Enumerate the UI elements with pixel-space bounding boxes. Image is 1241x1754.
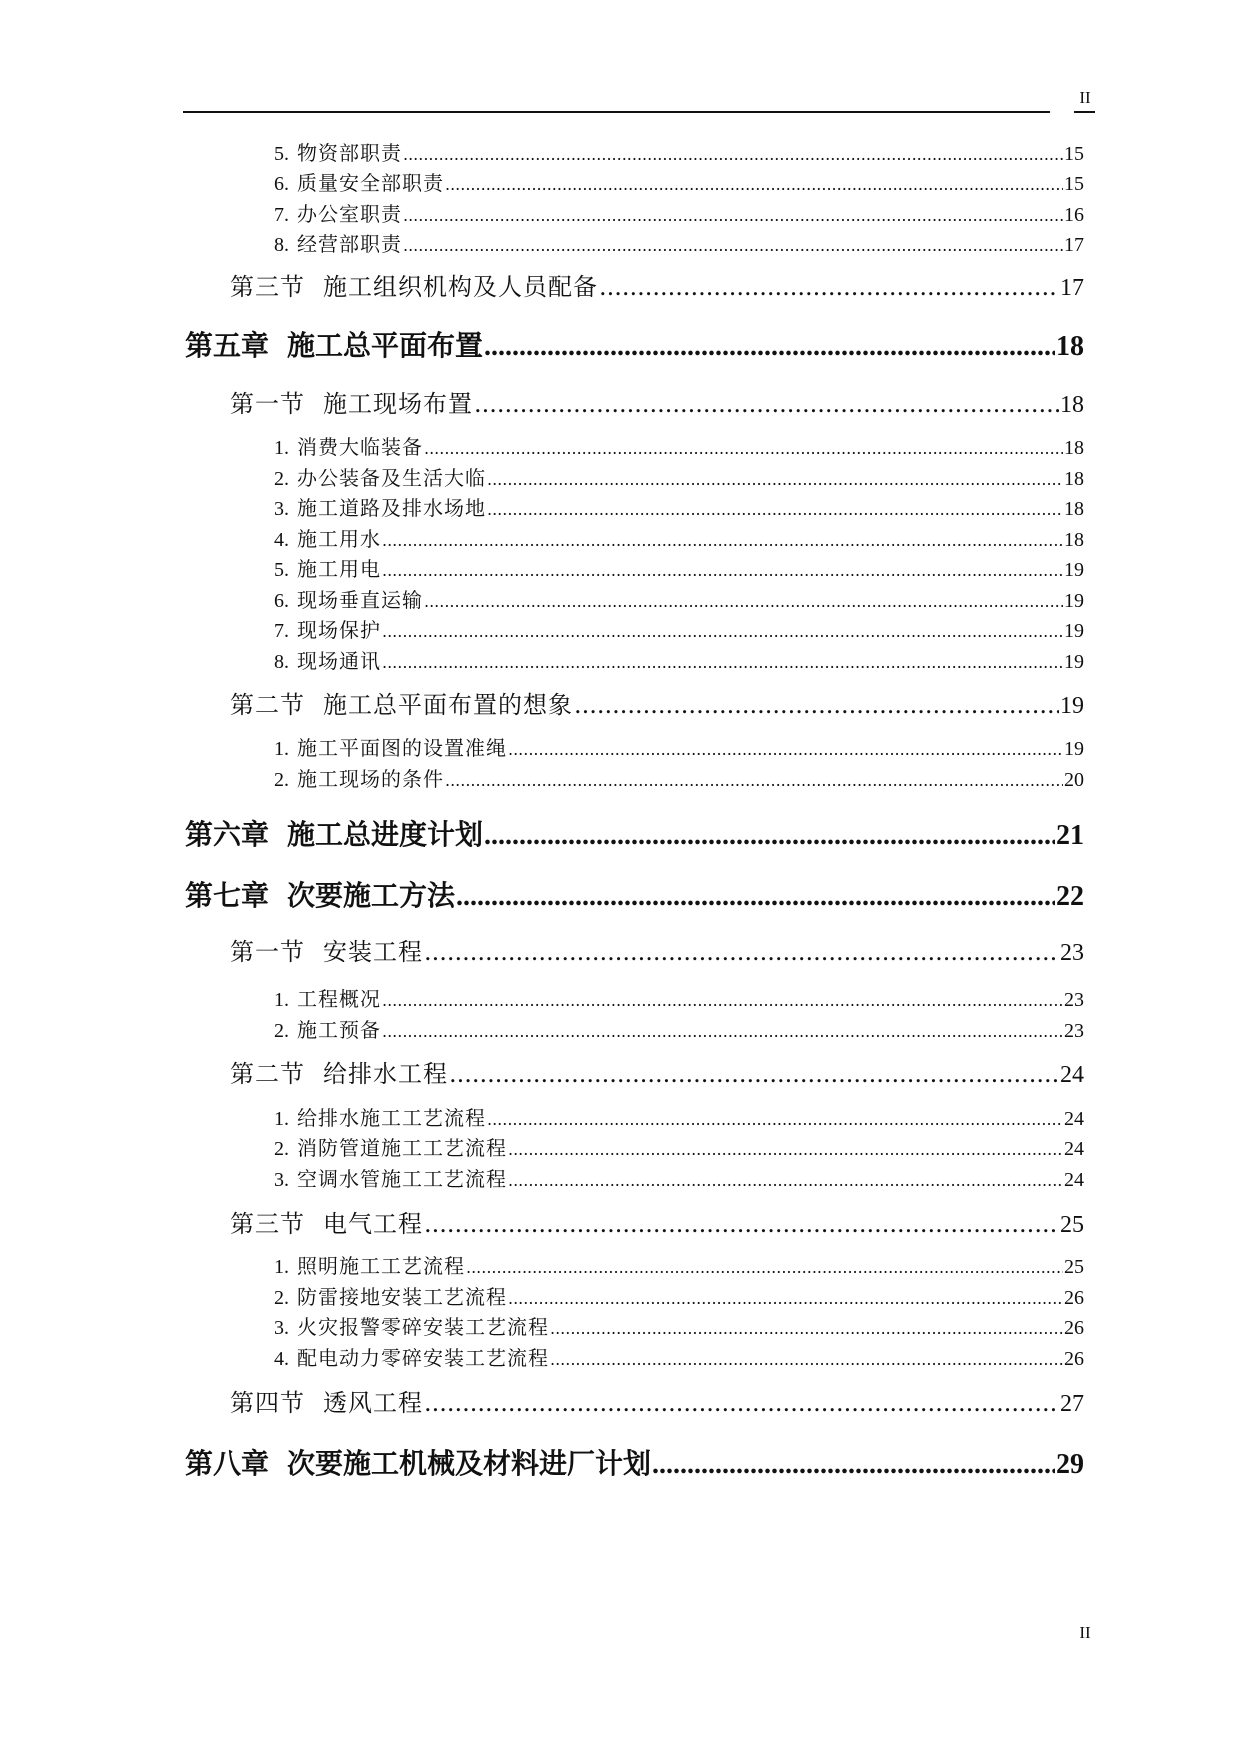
toc-num: 1. [274, 437, 289, 459]
toc-page: 19 [1060, 693, 1084, 719]
toc-entry-section [230, 685, 1084, 717]
toc-num: 第六章 [185, 818, 270, 851]
toc-entry-item [274, 1281, 1084, 1309]
toc-entry-item [274, 1102, 1084, 1130]
toc-dot-leader [382, 1022, 1063, 1041]
toc-page: 18 [1064, 529, 1084, 551]
toc-num: 2. [274, 1020, 289, 1042]
toc-entry-item [274, 732, 1084, 760]
toc-page: 29 [1056, 1449, 1084, 1480]
toc-entry-item [274, 462, 1084, 490]
toc-page: 24 [1060, 1062, 1084, 1088]
toc-entry-section [230, 1383, 1084, 1415]
toc-dot-leader [403, 206, 1063, 225]
toc-title: 施工用电 [297, 557, 381, 581]
toc-dot-leader [466, 1258, 1063, 1277]
toc-num: 7. [274, 204, 289, 226]
toc-num: 5. [274, 143, 289, 165]
toc-page: 15 [1064, 143, 1084, 165]
toc-entry-item [274, 1132, 1084, 1160]
toc-page: 26 [1064, 1348, 1084, 1370]
toc-entry-item [274, 763, 1084, 791]
toc-num: 1. [274, 989, 289, 1011]
toc-num: 4. [274, 1348, 289, 1370]
toc-page: 18 [1064, 468, 1084, 490]
toc-dot-leader [652, 1449, 1055, 1481]
toc-dot-leader [508, 740, 1063, 759]
toc-page: 18 [1064, 498, 1084, 520]
toc-title: 电气工程 [323, 1210, 423, 1238]
toc-num: 第二节 [230, 691, 305, 719]
toc-entry-chapter [185, 874, 1084, 910]
toc-dot-leader [484, 331, 1055, 363]
toc-page: 19 [1064, 620, 1084, 642]
toc-dot-leader [474, 390, 1059, 418]
toc-num: 7. [274, 620, 289, 642]
toc-title: 施工总平面布置的想象 [323, 691, 573, 719]
toc-page: 24 [1064, 1138, 1084, 1160]
page-number-bottom: II [1079, 1623, 1091, 1642]
toc-num: 8. [274, 651, 289, 673]
toc-entry-chapter [185, 324, 1084, 360]
toc-dot-leader [424, 1210, 1059, 1238]
toc-dot-leader [550, 1319, 1063, 1338]
toc-num: 第二节 [230, 1060, 305, 1088]
toc-page: 23 [1064, 1020, 1084, 1042]
toc-title: 消防管道施工工艺流程 [297, 1136, 507, 1160]
toc-num: 6. [274, 173, 289, 195]
toc-title: 施工组织机构及人员配备 [323, 273, 598, 301]
toc-title: 办公装备及生活大临 [297, 466, 486, 490]
toc-dot-leader [424, 439, 1063, 458]
toc-title: 照明施工工艺流程 [297, 1254, 465, 1278]
toc-num: 4. [274, 529, 289, 551]
toc-num: 第五章 [185, 329, 270, 362]
toc-entry-item [274, 137, 1084, 165]
toc-title: 施工总进度计划 [287, 818, 484, 851]
toc-entry-item [274, 983, 1084, 1011]
toc-dot-leader [508, 1289, 1063, 1308]
toc-dot-leader [445, 175, 1063, 194]
toc-title: 现场保护 [297, 618, 381, 642]
toc-page: 23 [1064, 989, 1084, 1011]
toc-entry-item [274, 1163, 1084, 1191]
toc-page: 26 [1064, 1287, 1084, 1309]
toc-num: 第八章 [185, 1447, 270, 1480]
toc-entry-item [274, 1342, 1084, 1370]
toc-title: 经营部职责 [297, 232, 402, 256]
toc-entry-chapter [185, 813, 1084, 849]
toc-entry-item [274, 553, 1084, 581]
toc-page: 24 [1064, 1169, 1084, 1191]
toc-dot-leader [424, 592, 1063, 611]
toc-num: 1. [274, 1108, 289, 1130]
toc-title: 办公室职责 [297, 202, 402, 226]
toc-entry-item [274, 1014, 1084, 1042]
toc-num: 2. [274, 1138, 289, 1160]
toc-num: 2. [274, 1287, 289, 1309]
toc-num: 第三节 [230, 273, 305, 301]
toc-entry-item [274, 1250, 1084, 1278]
toc-dot-leader [574, 691, 1059, 719]
toc-num: 2. [274, 468, 289, 490]
toc-title: 工程概况 [297, 987, 381, 1011]
toc-title: 防雷接地安装工艺流程 [297, 1285, 507, 1309]
toc-page: 18 [1064, 437, 1084, 459]
toc-page: 15 [1064, 173, 1084, 195]
toc-entry-item [274, 167, 1084, 195]
toc-entry-section [230, 267, 1084, 299]
toc-dot-leader [382, 531, 1063, 550]
toc-page: 19 [1064, 738, 1084, 760]
toc-entry-item [274, 1311, 1084, 1339]
toc-entry-section [230, 932, 1084, 964]
toc-page: 19 [1064, 559, 1084, 581]
toc-page: 17 [1060, 275, 1084, 301]
toc-num: 8. [274, 234, 289, 256]
page-number-top: II [1079, 88, 1091, 107]
toc-entry-section [230, 1204, 1084, 1236]
toc-dot-leader [403, 145, 1063, 164]
toc-entry-item [274, 228, 1084, 256]
toc-num: 3. [274, 1169, 289, 1191]
toc-page: 19 [1064, 651, 1084, 673]
toc-page: 26 [1064, 1317, 1084, 1339]
toc-page: 24 [1064, 1108, 1084, 1130]
toc-page: 27 [1060, 1391, 1084, 1417]
toc-dot-leader [599, 273, 1059, 301]
toc-dot-leader [487, 1110, 1063, 1129]
toc-page: 21 [1056, 820, 1084, 851]
toc-entry-section [230, 384, 1084, 416]
toc-dot-leader [508, 1171, 1063, 1190]
toc-title: 给排水施工工艺流程 [297, 1106, 486, 1130]
toc-title: 现场通讯 [297, 649, 381, 673]
toc-dot-leader [487, 500, 1063, 519]
toc-dot-leader [487, 470, 1063, 489]
toc-dot-leader [508, 1140, 1063, 1159]
toc-dot-leader [403, 236, 1063, 255]
toc-num: 3. [274, 498, 289, 520]
toc-page: 20 [1064, 769, 1084, 791]
toc-title: 施工总平面布置 [287, 329, 484, 362]
toc-page: 18 [1060, 392, 1084, 418]
toc-page: 25 [1064, 1256, 1084, 1278]
toc-dot-leader [424, 938, 1059, 966]
toc-title: 施工现场的条件 [297, 767, 444, 791]
toc-num: 1. [274, 1256, 289, 1278]
toc-title: 透风工程 [323, 1389, 423, 1417]
toc-title: 消费大临装备 [297, 435, 423, 459]
toc-title: 现场垂直运输 [297, 588, 423, 612]
toc-title: 施工用水 [297, 527, 381, 551]
toc-entry-item [274, 584, 1084, 612]
toc-entry-item [274, 645, 1084, 673]
toc-entry-chapter [185, 1442, 1084, 1478]
toc-num: 第一节 [230, 938, 305, 966]
toc-page: 18 [1056, 331, 1084, 362]
toc-dot-leader [382, 561, 1063, 580]
toc-num: 3. [274, 1317, 289, 1339]
toc-num: 第四节 [230, 1389, 305, 1417]
toc-num: 第一节 [230, 390, 305, 418]
toc-title: 施工平面图的设置准绳 [297, 736, 507, 760]
toc-dot-leader [550, 1350, 1063, 1369]
toc-num: 5. [274, 559, 289, 581]
toc-dot-leader [382, 622, 1063, 641]
toc-title: 物资部职责 [297, 141, 402, 165]
toc-title: 给排水工程 [323, 1060, 448, 1088]
toc-dot-leader [484, 820, 1055, 852]
toc-title: 施工预备 [297, 1018, 381, 1042]
toc-dot-leader [449, 1060, 1059, 1088]
toc-title: 次要施工机械及材料进厂计划 [287, 1447, 652, 1480]
toc-title: 火灾报警零碎安装工艺流程 [297, 1315, 549, 1339]
toc-entry-item [274, 198, 1084, 226]
toc-num: 1. [274, 738, 289, 760]
toc-page: 17 [1064, 234, 1084, 256]
toc-title: 施工现场布置 [323, 390, 473, 418]
toc-num: 第七章 [185, 879, 270, 912]
toc-num: 6. [274, 590, 289, 612]
toc-page: 25 [1060, 1212, 1084, 1238]
toc-dot-leader [445, 771, 1063, 790]
toc-dot-leader [424, 1389, 1059, 1417]
toc-entry-item [274, 614, 1084, 642]
toc-title: 配电动力零碎安装工艺流程 [297, 1346, 549, 1370]
toc-title: 次要施工方法 [287, 879, 456, 912]
toc-title: 安装工程 [323, 938, 423, 966]
toc-title: 质量安全部职责 [297, 171, 444, 195]
toc-num: 2. [274, 769, 289, 791]
toc-entry-section [230, 1054, 1084, 1086]
toc-page: 22 [1056, 881, 1084, 912]
toc-dot-leader [382, 653, 1063, 672]
toc-page: 23 [1060, 940, 1084, 966]
toc-page: 16 [1064, 204, 1084, 226]
toc-page: 19 [1064, 590, 1084, 612]
toc-dot-leader [382, 991, 1063, 1010]
toc-entry-item [274, 523, 1084, 551]
toc-title: 空调水管施工工艺流程 [297, 1167, 507, 1191]
toc-entry-item [274, 492, 1084, 520]
toc-title: 施工道路及排水场地 [297, 496, 486, 520]
toc-dot-leader [456, 881, 1055, 913]
toc-entry-item [274, 431, 1084, 459]
toc-num: 第三节 [230, 1210, 305, 1238]
